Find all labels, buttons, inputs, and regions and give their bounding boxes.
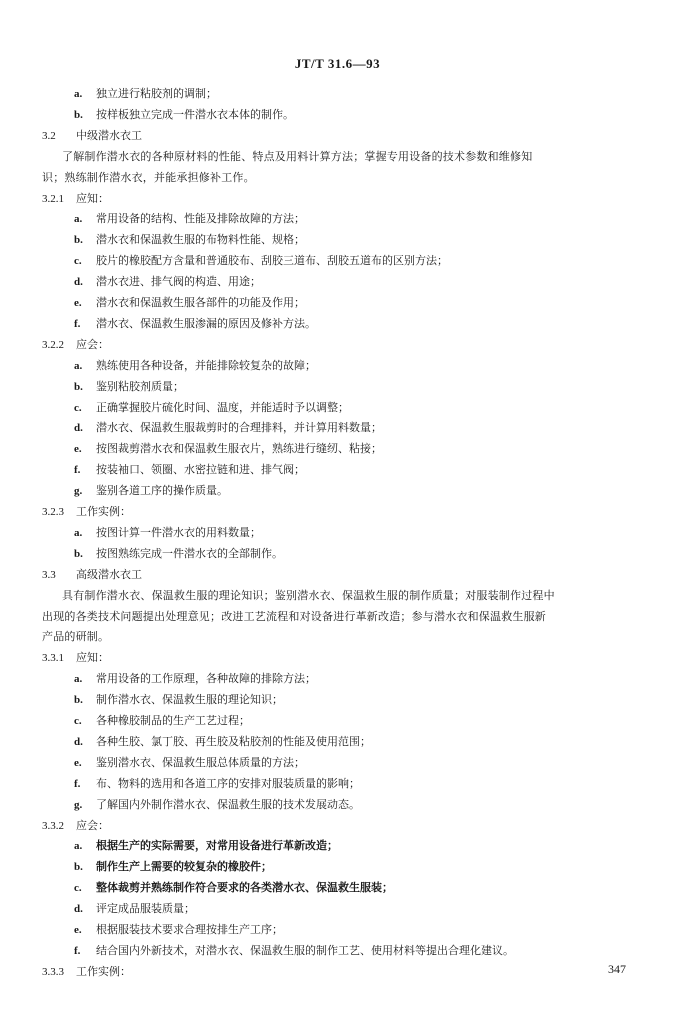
list-item-text: 了解国内外制作潜水衣、保温救生服的技术发展动态。 (96, 797, 360, 811)
list-item-marker: f. (74, 317, 81, 330)
list-item-text: 潜水衣、保温救生服渗漏的原因及修补方法。 (96, 316, 316, 330)
section-number: 3.3.2 (42, 819, 64, 832)
list-item (74, 899, 195, 919)
list-item-marker: g. (74, 798, 83, 811)
list-item (74, 857, 272, 877)
list-item (74, 774, 360, 794)
list-item (74, 377, 184, 397)
list-item-text: 按图计算一件潜水衣的用料数量； (96, 525, 261, 539)
list-item-marker: a. (74, 359, 83, 372)
list-item-text: 潜水衣和保温救生服的布物料性能、规格； (96, 233, 305, 247)
list-item-marker: e. (74, 443, 82, 456)
list-item-marker: b. (74, 547, 83, 560)
section-number: 3.3.1 (42, 652, 64, 665)
list-item (74, 251, 448, 271)
list-item (74, 836, 338, 856)
list-item-text: 正确掌握胶片硫化时间、温度，并能适时予以调整； (96, 400, 349, 414)
list-item (74, 418, 382, 438)
list-item (74, 753, 305, 773)
list-item-text: 鉴别潜水衣、保温救生服总体质量的方法； (96, 755, 305, 769)
list-item (74, 920, 283, 940)
paragraph-line: 出现的各类技术问题提出处理意见；改进工艺流程和对设备进行革新改造；参与潜水衣和保温救生服新 (42, 609, 546, 623)
section-number: 3.2.3 (42, 506, 64, 518)
list-item-text: 整体裁剪并熟练制作符合要求的各类潜水衣、保温救生服装； (96, 881, 393, 895)
list-item-marker: a. (74, 526, 83, 539)
list-item-text: 常用设备的结构、性能及排除故障的方法； (96, 212, 305, 226)
section-number: 3.2 (42, 129, 56, 142)
list-item-marker: c. (74, 715, 82, 727)
section-heading (42, 502, 131, 522)
section-number: 3.3 (42, 568, 56, 581)
list-item-text: 鉴别粘胶剂质量； (96, 379, 184, 393)
list-item-text: 潜水衣进、排气阀的构造、用途； (96, 275, 261, 289)
list-item-marker: a. (74, 673, 83, 686)
list-item (74, 356, 316, 376)
section-heading (42, 962, 131, 982)
list-item-text: 各种橡胶制品的生产工艺过程； (96, 714, 250, 727)
paragraph-line: 具有制作潜水衣、保温救生服的理论知识；鉴别潜水衣、保温救生服的制作质量；对服装制作过程中 (62, 588, 555, 602)
list-item-marker: f. (74, 944, 81, 957)
list-item (74, 941, 514, 961)
section-heading (42, 335, 109, 355)
list-item-marker: b. (74, 694, 83, 707)
paragraph-line: 了解制作潜水衣的各种原材料的性能、特点及用料计算方法；掌握专用设备的技术参数和维修知 (62, 149, 533, 163)
list-item-marker: b. (74, 108, 83, 121)
paragraph-line: 产品的研制。 (42, 630, 110, 644)
list-item (74, 230, 305, 250)
list-item-text: 根据服装技术要求合理按排生产工序； (96, 923, 283, 936)
list-item (74, 314, 316, 334)
list-item-text: 鉴别各道工序的操作质量。 (96, 484, 228, 498)
list-item (74, 732, 371, 752)
section-heading (42, 648, 109, 668)
list-item-text: 胶片的橡胶配方含量和普通胶布、刮胶三道布、刮胶五道布的区别方法； (96, 254, 448, 268)
list-item-marker: e. (74, 924, 82, 936)
section-title: 高级潜水衣工 (76, 567, 142, 581)
section-title: 工作实例： (76, 964, 131, 978)
list-item-marker: d. (74, 422, 83, 435)
list-item (74, 398, 349, 418)
section-number: 3.2.1 (42, 192, 64, 205)
section-title: 工作实例： (76, 505, 131, 518)
list-item-text: 制作生产上需要的较复杂的橡胶件； (96, 860, 272, 874)
list-item-marker: b. (74, 380, 83, 393)
list-item-marker: c. (74, 255, 82, 268)
section-number: 3.3.3 (42, 965, 64, 978)
section-title: 应知： (76, 191, 109, 205)
list-item-marker: b. (74, 234, 83, 247)
list-item (74, 690, 283, 710)
list-item (74, 878, 393, 898)
list-item-text: 熟练使用各种设备，并能排除较复杂的故障； (96, 358, 316, 372)
list-item (74, 481, 228, 501)
list-item-text: 结合国内外新技术，对潜水衣、保温救生服的制作工艺、使用材料等提出合理化建议。 (96, 943, 514, 957)
list-item (74, 105, 294, 125)
section-heading (42, 126, 142, 146)
section-number: 3.2.2 (42, 338, 64, 351)
list-item (74, 669, 316, 689)
list-item-text: 潜水衣和保温救生服各部件的功能及作用； (96, 296, 305, 309)
list-item-text: 评定成品服装质量； (96, 902, 195, 916)
section-heading (42, 816, 109, 836)
paragraph-line: 识；熟练制作潜水衣，并能承担修补工作。 (42, 170, 255, 184)
list-item-marker: c. (74, 882, 82, 895)
list-item-text: 按样板独立完成一件潜水衣本体的制作。 (96, 107, 294, 121)
list-item-text: 常用设备的工作原理，各种故障的排除方法； (96, 672, 316, 686)
list-item-marker: g. (74, 485, 83, 498)
page-number: 347 (608, 962, 626, 976)
list-item (74, 711, 250, 731)
section-heading (42, 189, 109, 209)
list-item-text: 按图裁剪潜水衣和保温救生服衣片，熟练进行缝纫、粘接； (96, 442, 382, 456)
list-item (74, 544, 283, 564)
list-item-marker: a. (74, 88, 83, 100)
list-item (74, 439, 382, 459)
list-item-marker: d. (74, 903, 83, 916)
list-item-marker: e. (74, 297, 82, 309)
list-item (74, 460, 305, 480)
list-item-text: 按图熟练完成一件潜水衣的全部制作。 (96, 546, 283, 560)
list-item-marker: d. (74, 276, 83, 289)
list-item-marker: e. (74, 756, 82, 769)
section-title: 应知： (76, 651, 109, 665)
list-item-text: 独立进行粘胶剂的调制； (96, 87, 217, 100)
list-item-marker: a. (74, 840, 83, 853)
list-item-marker: d. (74, 735, 83, 748)
list-item-text: 按装袖口、领圈、水密拉链和进、排气阀； (96, 463, 305, 477)
list-item (74, 523, 261, 543)
list-item-marker: f. (74, 464, 81, 477)
list-item-text: 制作潜水衣、保温救生服的理论知识； (96, 693, 283, 707)
list-item-text: 根据生产的实际需要，对常用设备进行革新改造； (96, 839, 338, 853)
list-item-marker: a. (74, 213, 83, 226)
list-item (74, 272, 261, 292)
section-title: 应会： (76, 337, 109, 351)
list-item-marker: b. (74, 861, 83, 874)
list-item-marker: c. (74, 401, 82, 414)
list-item (74, 209, 305, 229)
list-item (74, 293, 305, 313)
list-item (74, 84, 217, 104)
list-item-marker: f. (74, 777, 81, 790)
page-header-standard-code: JT/T 31.6—93 (294, 56, 381, 71)
list-item (74, 795, 360, 815)
list-item-text: 布、物料的选用和各道工序的安排对服装质量的影响； (96, 776, 360, 790)
section-title: 中级潜水衣工 (76, 128, 142, 142)
section-heading (42, 565, 142, 585)
section-title: 应会： (76, 818, 109, 832)
list-item-text: 各种生胶、氯丁胶、再生胶及粘胶剂的性能及使用范围； (96, 734, 371, 748)
list-item-text: 潜水衣、保温救生服裁剪时的合理排料，并计算用料数量； (96, 421, 382, 435)
